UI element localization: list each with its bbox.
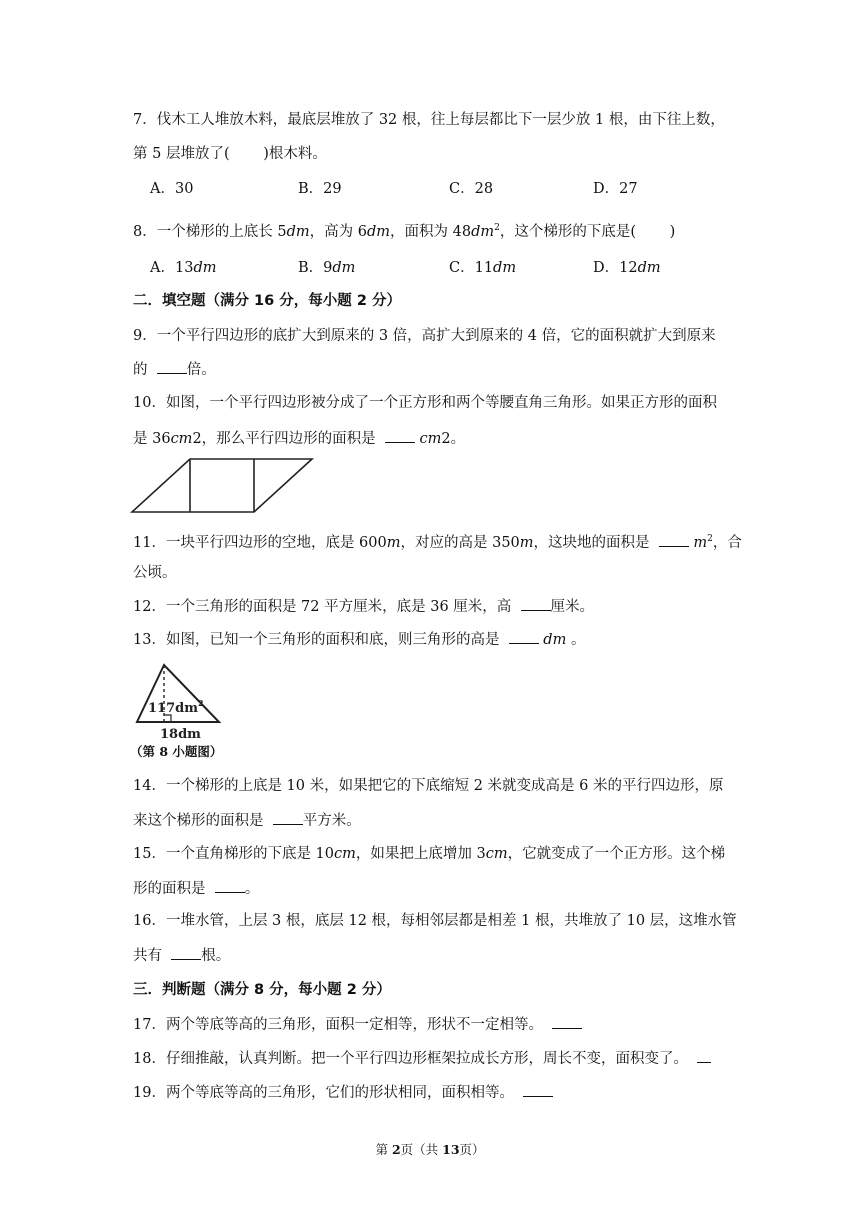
- q11-answer-blank[interactable]: [659, 532, 689, 547]
- q13-text: 13．如图，已知一个三角形的面积和底，则三角形的高是 dm 。: [133, 629, 585, 650]
- q19-text: 19．两个等底等高的三角形，它们的形状相同，面积相等。: [133, 1082, 553, 1103]
- q17-text: 17．两个等底等高的三角形，面积一定相等，形状不一定相等。: [133, 1014, 582, 1035]
- q8-option-d: D．12dm: [593, 260, 661, 276]
- page-footer: 第 2页（共 13页）: [375, 1142, 485, 1157]
- q19-answer-blank[interactable]: [523, 1082, 553, 1097]
- q17-answer-blank[interactable]: [552, 1014, 582, 1029]
- q8-text: 8．一个梯形的上底长 5dm，高为 6dm，面积为 $48dm^2$，这个梯形的下底是( ): [133, 223, 676, 240]
- q13-answer-blank[interactable]: [509, 629, 539, 644]
- q16-answer-blank[interactable]: [171, 945, 201, 960]
- q14-text-line1: 14．一个梯形的上底是 10 米，如果把它的下底缩短 2 米就变成高是 6 米的平行四边形，原: [133, 778, 724, 794]
- q14-answer-blank[interactable]: [273, 810, 303, 825]
- q8-option-b: B．9dm: [298, 260, 356, 276]
- q12-text: 12．一个三角形的面积是 72 平方厘米，底是 36 厘米，高 厘米。: [133, 596, 594, 617]
- q10-answer-blank[interactable]: [385, 428, 415, 443]
- q13-area-label: $117dm^2$: [148, 698, 204, 716]
- section-fill-in-heading: 二．填空题（满分 16 分，每小题 2 分）: [133, 293, 401, 309]
- q10-parallelogram-figure: [130, 456, 316, 516]
- q10-text-line1: 10．如图，一个平行四边形被分成了一个正方形和两个等腰直角三角形。如果正方形的面积: [133, 395, 717, 411]
- q15-text-line1: 15．一个直角梯形的下底是 10cm，如果把上底增加 3cm，它就变成了一个正方形。这个梯: [133, 846, 726, 862]
- q8-option-c: C．11dm: [449, 260, 517, 276]
- q7-option-d: D．27: [593, 181, 638, 197]
- q10-text-line2: 是 36cm2，那么平行四边形的面积是 cm2。: [133, 428, 465, 449]
- q9-answer-blank[interactable]: [157, 359, 187, 374]
- q13-triangle-figure: [134, 662, 234, 740]
- q7-option-c: C．28: [449, 181, 494, 197]
- q12-answer-blank[interactable]: [521, 596, 551, 611]
- q15-answer-blank[interactable]: [215, 878, 245, 893]
- q13-base-label: 18dm: [160, 727, 201, 740]
- q7-text-line1: 7．伐木工人堆放木料，最底层堆放了 32 根，往上每层都比下一层少放 1 根，由下往上数，: [133, 112, 725, 128]
- q9-text-line1: 9．一个平行四边形的底扩大到原来的 3 倍，高扩大到原来的 4 倍，它的面积就扩大到原来: [133, 328, 716, 344]
- q8-option-a: A．13dm: [150, 260, 217, 276]
- section-judgement-heading: 三．判断题（满分 8 分，每小题 2 分）: [133, 982, 391, 998]
- q18-text: 18．仔细推敲，认真判断。把一个平行四边形框架拉成长方形，周长不变，面积变了。: [133, 1048, 711, 1069]
- q7-option-a: A．30: [150, 181, 194, 197]
- q11-text-line1: 11．一块平行四边形的空地，底是 600m，对应的高是 350m，这块地的面积是 $m^2$，合: [133, 529, 742, 553]
- q15-text-line2: 形的面积是 。: [133, 878, 259, 899]
- q14-text-line2: 来这个梯形的面积是 平方米。: [133, 810, 361, 831]
- q7-text-line2: 第 5 层堆放了( )根木料。: [133, 146, 327, 162]
- q7-option-b: B．29: [298, 181, 342, 197]
- q16-text-line1: 16．一堆水管，上层 3 根，底层 12 根，每相邻层都是相差 1 根，共堆放了 10 层，这堆水管: [133, 913, 737, 929]
- q13-figure-caption: （第 8 小题图）: [130, 744, 223, 759]
- q9-text-line2: 的 倍。: [133, 359, 216, 380]
- q16-text-line2: 共有 根。: [133, 945, 230, 966]
- q11-text-line2: 公顷。: [133, 565, 177, 581]
- q18-answer-blank[interactable]: [697, 1048, 711, 1063]
